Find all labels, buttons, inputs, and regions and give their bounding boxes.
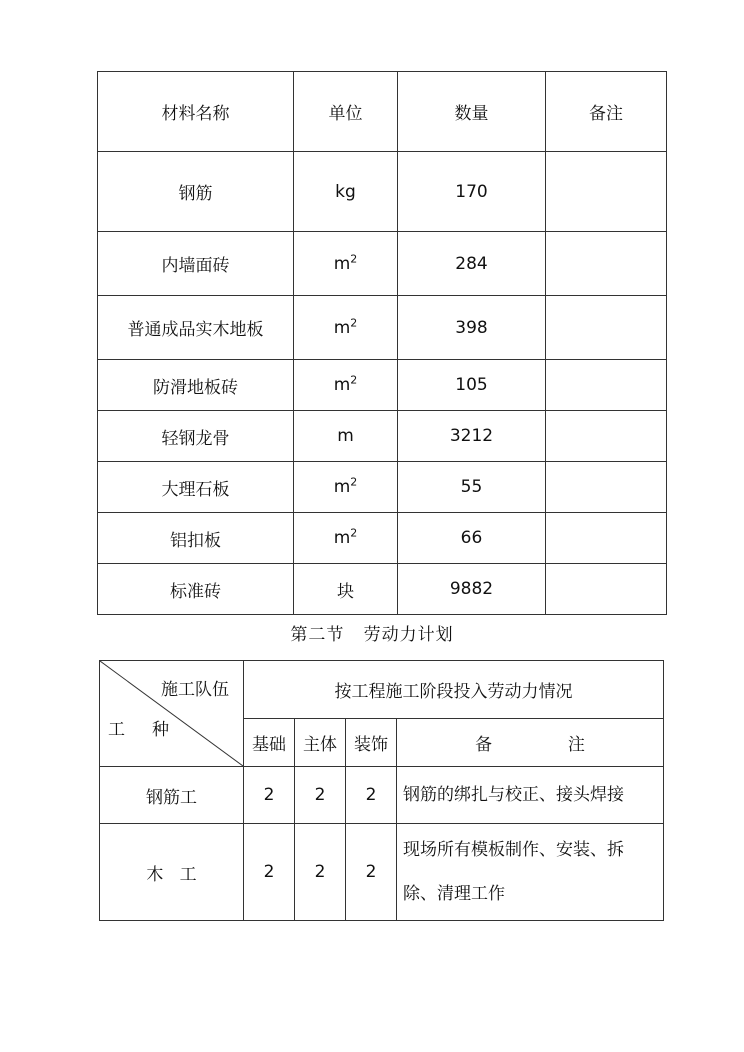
- unit-exponent: 2: [350, 475, 358, 489]
- material-name: 铝扣板: [98, 513, 294, 564]
- unit-base: m: [333, 317, 351, 338]
- material-name: 标准砖: [98, 564, 294, 615]
- material-note: [546, 411, 667, 462]
- count-decoration: 2: [346, 767, 397, 824]
- sub-header-decoration: 装饰: [346, 719, 397, 767]
- material-unit: [294, 411, 398, 462]
- material-unit: [294, 360, 398, 411]
- material-note: [546, 564, 667, 615]
- trade-remark: 钢筋的绑扎与校正、接头焊接: [397, 767, 664, 824]
- material-quantity: 170: [398, 152, 546, 232]
- unit-base: m: [337, 426, 354, 446]
- sub-header-remarks: 备 注: [397, 719, 664, 767]
- count-foundation: 2: [244, 767, 295, 824]
- section-heading: 第二节 劳动力计划: [290, 625, 454, 645]
- material-name: 防滑地板砖: [98, 360, 294, 411]
- table-row: [98, 152, 667, 232]
- unit-exponent: 2: [350, 315, 358, 329]
- sub-header-foundation: 基础: [244, 719, 295, 767]
- materials-table: [97, 71, 667, 615]
- table-row: [100, 824, 664, 921]
- table-row: [100, 767, 664, 824]
- header-quantity: 数量: [398, 72, 546, 152]
- trade-remark: 现场所有模板制作、安装、拆除、清理工作: [397, 824, 664, 921]
- material-unit: [294, 462, 398, 513]
- material-note: [546, 360, 667, 411]
- group-header: 按工程施工阶段投入劳动力情况: [244, 661, 664, 719]
- material-name: 钢筋: [98, 152, 294, 232]
- table-row: [98, 462, 667, 513]
- material-note: [546, 152, 667, 232]
- header-unit: 单位: [294, 72, 398, 152]
- unit-base: 块: [337, 581, 354, 602]
- material-note: [546, 462, 667, 513]
- corner-label-team: 施工队伍: [161, 680, 229, 700]
- material-unit: [294, 232, 398, 296]
- corner-header-cell: [100, 661, 244, 767]
- unit-base: m: [333, 253, 351, 274]
- header-material-name: 材料名称: [98, 72, 294, 152]
- count-structure: 2: [295, 824, 346, 921]
- count-foundation: 2: [244, 824, 295, 921]
- table-row: [98, 360, 667, 411]
- table-row: [98, 564, 667, 615]
- material-quantity: 9882: [398, 564, 546, 615]
- count-structure: 2: [295, 767, 346, 824]
- count-decoration: 2: [346, 824, 397, 921]
- material-quantity: 55: [398, 462, 546, 513]
- material-quantity: 105: [398, 360, 546, 411]
- material-unit: [294, 513, 398, 564]
- material-unit: [294, 564, 398, 615]
- unit-base: m: [333, 375, 351, 395]
- trade-name: 木 工: [100, 824, 244, 921]
- material-note: [546, 232, 667, 296]
- materials-header-row: [98, 72, 667, 152]
- labor-plan-table: [99, 660, 664, 921]
- table-row: [98, 411, 667, 462]
- material-unit: [294, 296, 398, 360]
- corner-label-trade: 工 种: [108, 720, 170, 740]
- labor-group-header-row: [100, 661, 664, 719]
- table-row: [98, 513, 667, 564]
- material-quantity: 3212: [398, 411, 546, 462]
- material-unit: [294, 152, 398, 232]
- unit-exponent: 2: [350, 526, 358, 540]
- unit-base: m: [333, 477, 351, 497]
- unit-exponent: 2: [350, 251, 358, 265]
- material-name: 大理石板: [98, 462, 294, 513]
- material-note: [546, 296, 667, 360]
- sub-header-structure: 主体: [295, 719, 346, 767]
- unit-base: m: [333, 528, 351, 548]
- material-note: [546, 513, 667, 564]
- material-quantity: 398: [398, 296, 546, 360]
- table-row: [98, 232, 667, 296]
- trade-name: 钢筋工: [100, 767, 244, 824]
- material-name: 普通成品实木地板: [98, 296, 294, 360]
- unit-exponent: 2: [350, 373, 358, 387]
- table-row: [98, 296, 667, 360]
- material-name: 内墙面砖: [98, 232, 294, 296]
- material-name: 轻钢龙骨: [98, 411, 294, 462]
- material-quantity: 284: [398, 232, 546, 296]
- header-remarks: 备注: [546, 72, 667, 152]
- unit-base: kg: [335, 181, 356, 202]
- material-quantity: 66: [398, 513, 546, 564]
